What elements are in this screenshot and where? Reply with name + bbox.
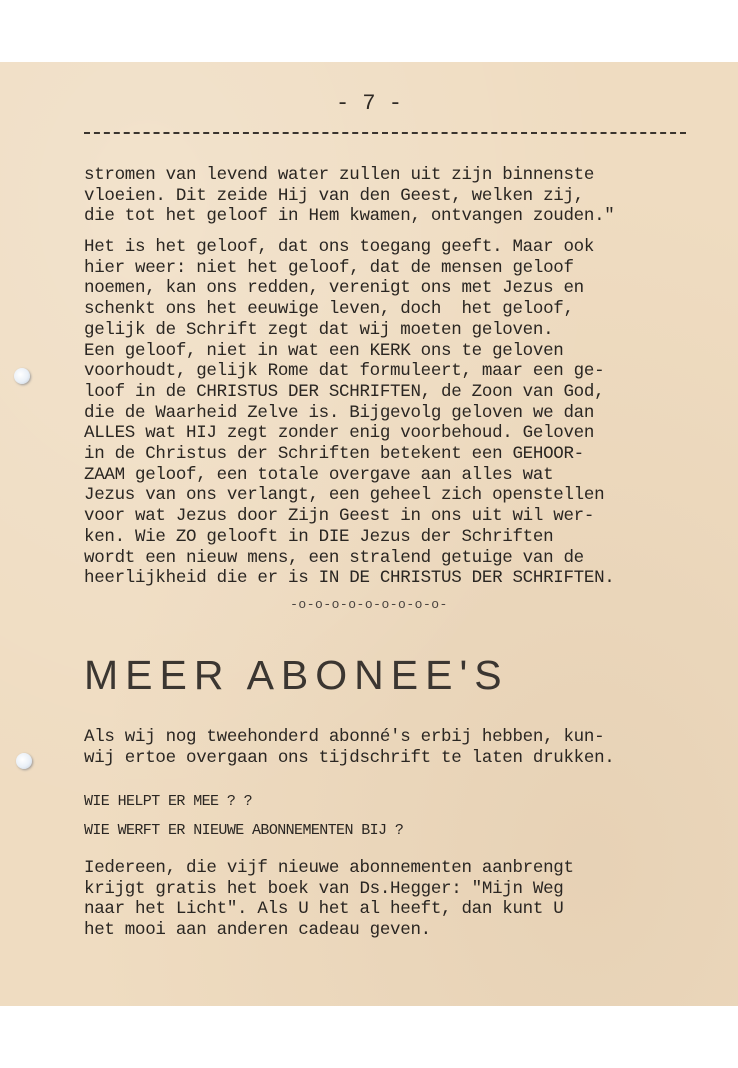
question-recruit: WIE WERFT ER NIEUWE ABONNEMENTEN BIJ ?: [84, 822, 404, 839]
section-heading: MEER ABONEE'S: [84, 652, 509, 698]
question-help: WIE HELPT ER MEE ? ?: [84, 793, 253, 810]
punch-hole: [16, 753, 32, 769]
punch-hole: [14, 368, 30, 384]
paragraph-subscribers: Als wij nog tweehonderd abonné's erbij hebben, kun- wij ertoe overgaan ons tijdschrift te laten drukken.: [84, 727, 615, 768]
page-number: - 7 -: [335, 91, 402, 116]
paragraph-continuation: stromen van levend water zullen uit zijn binnenste vloeien. Dit zeide Hij van den Geest, welken zij, die tot het geloof in Hem kwamen, ontvangen zouden.": [84, 165, 615, 227]
section-separator: -o-o-o-o-o-o-o-o-o-: [290, 597, 448, 612]
dashed-divider: [84, 132, 686, 134]
paragraph-faith: Het is het geloof, dat ons toegang geeft. Maar ook hier weer: niet het geloof, dat de mensen geloof noemen, kan ons redden, verenigt ons met Jezus en schenkt ons het eeuwige leven, doch het geloof, gelijk de Schrift zegt dat wij moeten geloven. Een geloof, niet in wat een KERK ons te geloven voorhoudt, gelijk Rome dat formuleert, maar een ge- loof in de CHRISTUS DER SCHRIFTEN, de Zoon van God, die de Waarheid Zelve is. Bijgevolg geloven we dan ALLES wat HIJ zegt zonder enig voorbehoud. Geloven in de Christus der Schriften betekent een GEHOOR- ZAAM geloof, een totale overgave aan alles wat Jezus van ons verlangt, een geheel zich openstellen voor wat Jezus door Zijn Geest in ons uit wil wer- ken. Wie ZO gelooft in DIE Jezus der Schriften wordt een nieuw mens, een stralend getuige van de heerlijkheid die er is IN DE CHRISTUS DER SCHRIFTEN.: [84, 237, 615, 589]
paragraph-offer: Iedereen, die vijf nieuwe abonnementen aanbrengt krijgt gratis het boek van Ds.Hegger: "Mijn Weg naar het Licht". Als U het al heeft, dan kunt U het mooi aan anderen cadeau geven.: [84, 858, 574, 941]
